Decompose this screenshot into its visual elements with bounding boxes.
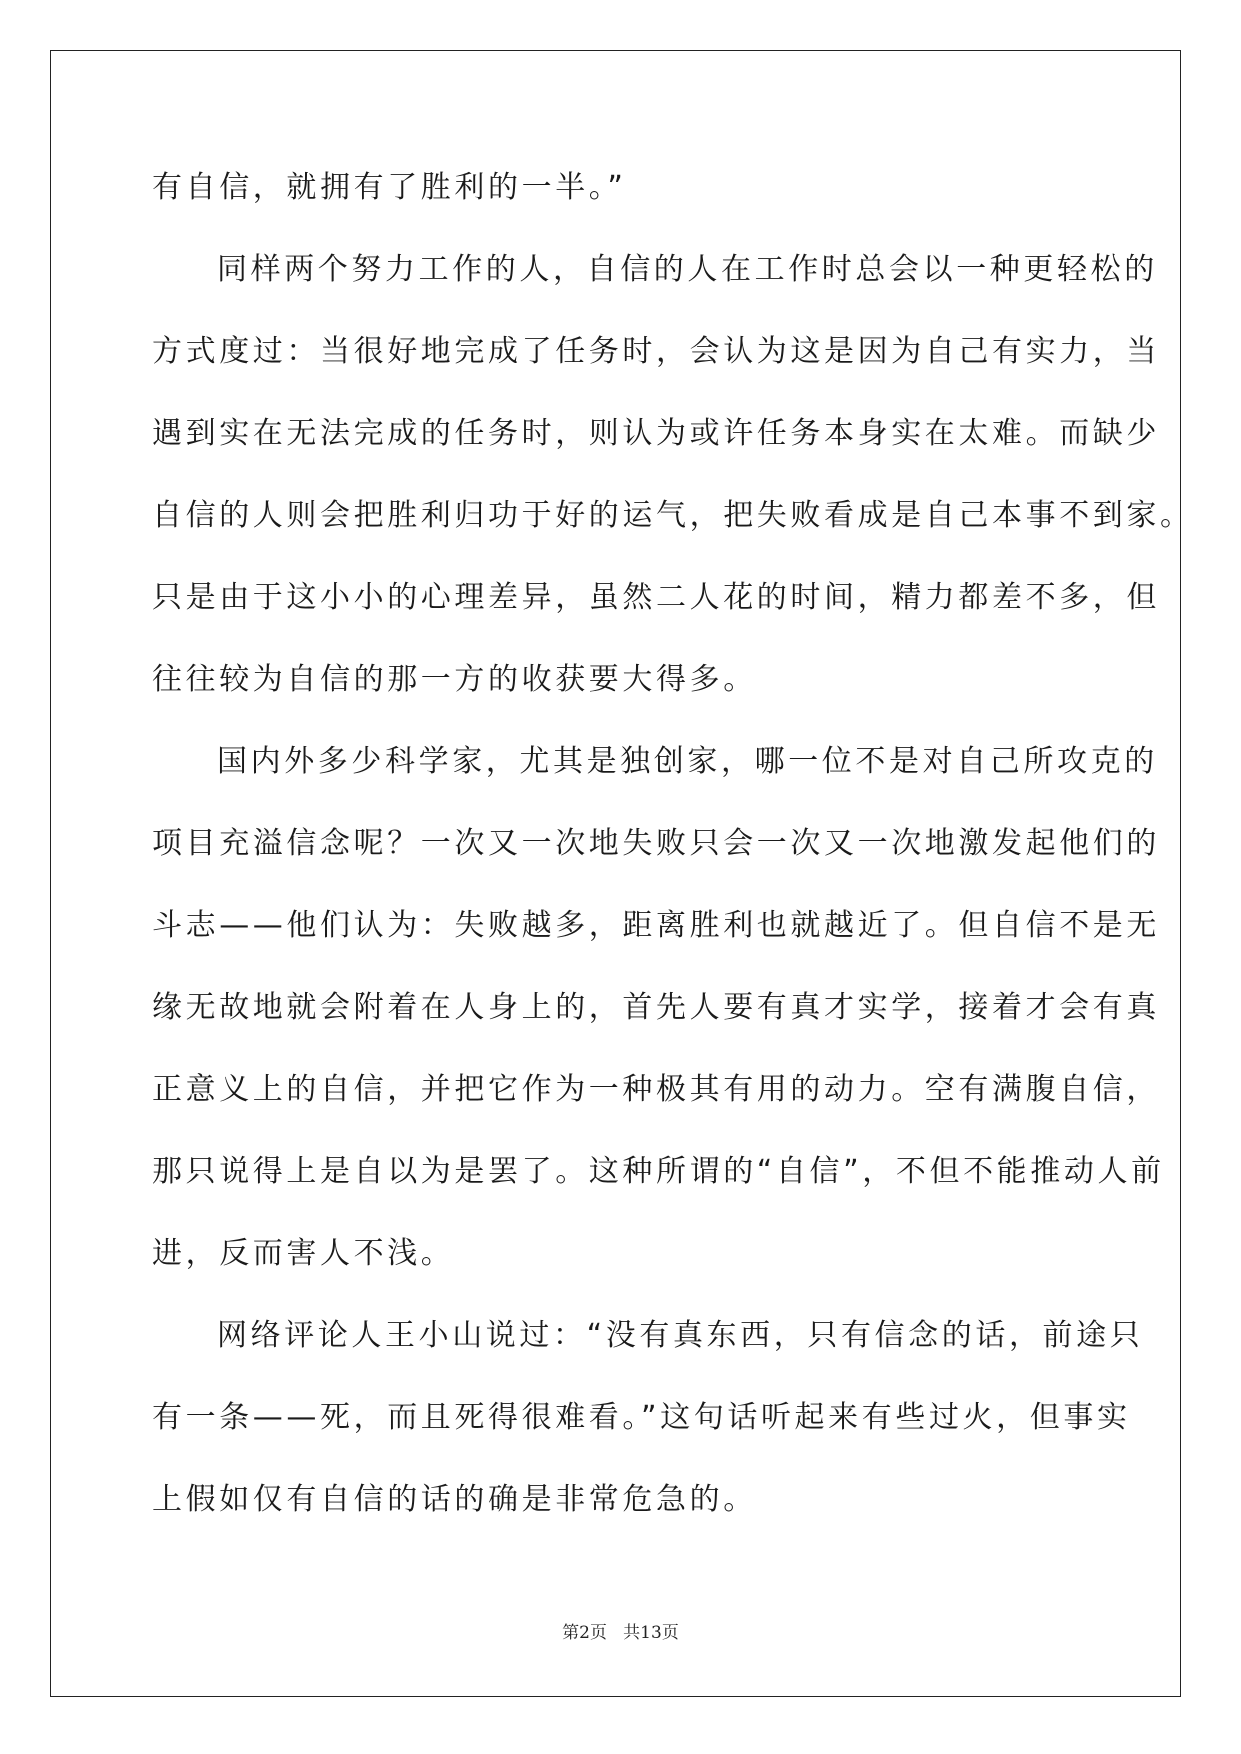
text-line: 往往较为自信的那一方的收获要大得多。 <box>152 662 757 697</box>
text-line: 那只说得上是自以为是罢了。这种所谓的“自信”，不但不能推动人前 <box>152 1154 1165 1189</box>
text-line: 方式度过：当很好地完成了任务时，会认为这是因为自己有实力，当 <box>152 334 1160 369</box>
paragraph-start-line: 国内外多少科学家，尤其是独创家，哪一位不是对自己所攻克的 <box>217 744 1158 779</box>
paragraph-start-line: 同样两个努力工作的人，自信的人在工作时总会以一种更轻松的 <box>217 252 1158 287</box>
text-line: 有自信，就拥有了胜利的一半。” <box>152 170 627 205</box>
text-line: 斗志——他们认为：失败越多，距离胜利也就越近了。但自信不是无 <box>152 908 1160 943</box>
text-line: 有一条——死，而且死得很难看。”这句话听起来有些过火，但事实 <box>152 1400 1131 1435</box>
text-line: 只是由于这小小的心理差异，虽然二人花的时间，精力都差不多，但 <box>152 580 1160 615</box>
text-line: 正意义上的自信，并把它作为一种极其有用的动力。空有满腹自信， <box>152 1072 1160 1107</box>
text-line: 自信的人则会把胜利归功于好的运气，把失败看成是自己本事不到家。 <box>152 498 1194 533</box>
paragraph-start-line: 网络评论人王小山说过：“没有真东西，只有信念的话，前途只 <box>217 1318 1144 1353</box>
text-line: 遇到实在无法完成的任务时，则认为或许任务本身实在太难。而缺少 <box>152 416 1160 451</box>
text-line: 进，反而害人不浅。 <box>152 1236 455 1271</box>
text-line: 缘无故地就会附着在人身上的，首先人要有真才实学，接着才会有真 <box>152 990 1160 1025</box>
document-body <box>152 158 1194 1552</box>
page-number-footer: 第2页 共13页 <box>562 1623 679 1643</box>
text-line: 项目充溢信念呢？一次又一次地失败只会一次又一次地激发起他们的 <box>152 826 1160 861</box>
text-line: 上假如仅有自信的话的确是非常危急的。 <box>152 1482 757 1517</box>
